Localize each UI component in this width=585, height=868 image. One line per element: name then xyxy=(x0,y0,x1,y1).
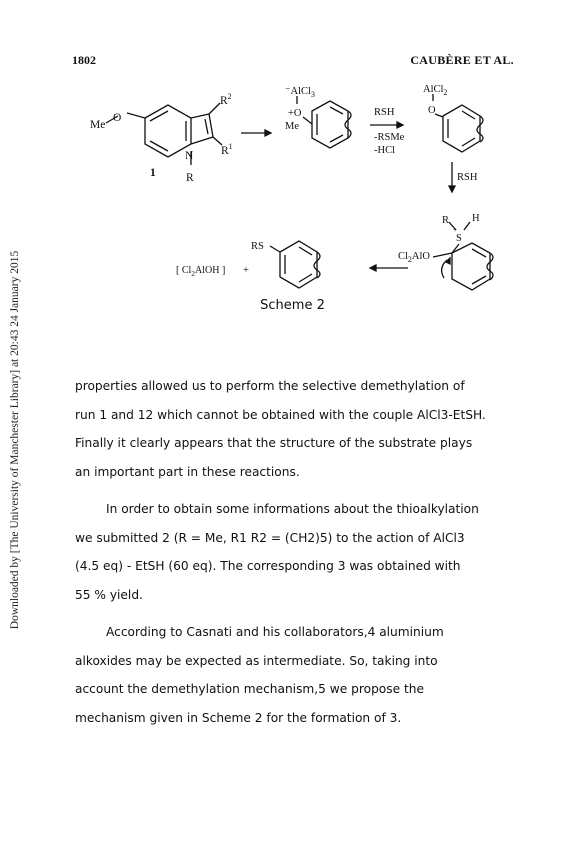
running-title: CAUBÈRE ET AL. xyxy=(410,53,514,67)
svg-text:+O: +O xyxy=(288,108,302,119)
page-number: 1802 xyxy=(72,53,96,67)
download-note: Downloaded by [The University of Manchester Library] at 20:43 24 January 2015 xyxy=(9,250,21,630)
para3-line2: alkoxides may be expected as intermediate. So, taking into xyxy=(75,653,438,668)
cl2alo-label: Cl xyxy=(398,251,408,262)
svg-text:Cl2AlO: $Cl_2AlO$ xyxy=(398,251,431,264)
cl2aloh-label: [ Cl xyxy=(176,265,192,276)
svg-text:⁻AlCl3: ⁻AlCl$_3$ xyxy=(285,86,315,99)
aluminium-alkoxide xyxy=(433,94,483,152)
para3-line4: mechanism given in Scheme 2 for the formation of 3. xyxy=(75,710,402,725)
sulfonium-intermediate xyxy=(433,222,493,290)
svg-text:R1: $R^1$ xyxy=(221,142,233,157)
r2-label: R xyxy=(220,95,228,107)
para2-line3: (4.5 eq) - EtSH (60 eq). The corresponding 3 was obtained with xyxy=(75,559,461,573)
thioether-product xyxy=(270,241,320,288)
svg-text:[ Cl2AlOH ]: [ $Cl_2AlOH$ ] xyxy=(176,265,226,278)
sulfonium-h-label: H xyxy=(472,213,480,224)
nitrogen-label: N xyxy=(185,150,194,162)
sulfonium-r-label: R xyxy=(442,215,450,226)
scheme-2-figure xyxy=(0,70,585,295)
svg-text:+: + xyxy=(453,226,457,234)
para1-line1: properties allowed us to perform the selective demethylation of xyxy=(75,379,465,393)
oxonium-o-label: O xyxy=(293,108,302,119)
para1-line4: an important part in these reactions. xyxy=(75,464,300,479)
para3-line3: account the demethylation mechanism,5 we propose the xyxy=(75,682,424,696)
para1-line2: run 1 and 12 which cannot be obtained with the couple AlCl3-EtSH. xyxy=(75,407,486,422)
methyl-label: Me xyxy=(90,119,106,131)
sulfonium-s-label: S xyxy=(456,233,462,244)
scheme-caption: Scheme 2 xyxy=(260,298,325,313)
para3-line1: According to Casnati and his collaborators,4 aluminium xyxy=(106,625,444,639)
indole-structure xyxy=(106,103,222,165)
plus-sign: + xyxy=(243,265,249,276)
reagent-rsh-down: RSH xyxy=(457,172,478,183)
oxygen-label: O xyxy=(113,112,122,124)
body-text xyxy=(75,372,511,732)
alcl2-label: AlCl xyxy=(423,84,444,95)
methyl-label-2: Me xyxy=(285,121,299,132)
para1-line3: Finally it clearly appears that the structure of the substrate plays xyxy=(75,436,473,450)
byproduct-rsme: -RSMe xyxy=(374,132,405,143)
rs-label: RS xyxy=(251,241,264,252)
paragraph-2 xyxy=(75,495,511,609)
para2-line1: In order to obtain some informations about the thioalkylation xyxy=(106,502,479,516)
alkoxide-o-label: O xyxy=(428,105,436,116)
para2-line2: we submitted 2 (R = Me, R1 R2 = (CH2)5) to the action of AlCl3 xyxy=(75,530,465,545)
svg-text:AlCl2: AlCl$_2$ xyxy=(423,84,448,97)
svg-text:R2: $R^2$ xyxy=(220,92,232,107)
reagent-rsh: RSH xyxy=(374,107,395,118)
compound-1-label: 1 xyxy=(150,167,156,179)
paragraph-3 xyxy=(75,618,511,732)
alcl3-label: AlCl xyxy=(290,86,311,97)
oxonium-intermediate xyxy=(297,96,351,148)
byproduct-hcl: -HCl xyxy=(374,145,395,156)
paragraph-1 xyxy=(75,372,511,486)
r-label: R xyxy=(186,172,194,184)
para2-line4: 55 % yield. xyxy=(75,587,143,602)
r1-label: R xyxy=(221,145,229,157)
